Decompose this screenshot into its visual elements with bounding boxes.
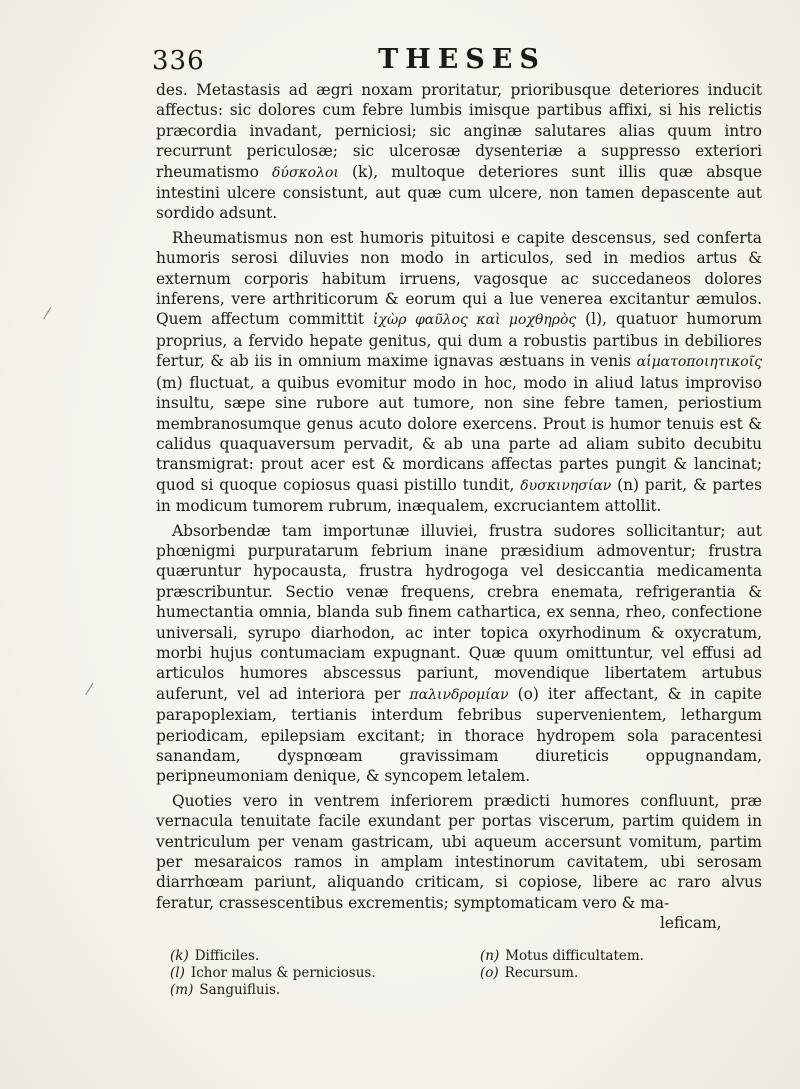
- footnote: [170, 965, 450, 982]
- paragraph-p4: [156, 791, 762, 913]
- catchword-tail: leficam,: [660, 914, 722, 932]
- footnote: [170, 948, 450, 965]
- footnote-mark: (k): [170, 948, 189, 964]
- body-text: [156, 80, 762, 913]
- paragraph-text: (k), multoque deteriores sunt illis quæ absque intestini ulcere consistunt, aut quæ cum ulcere, non tamen depascente aut sordido adsunt.: [156, 162, 762, 223]
- footnote-text: Recursum.: [504, 965, 579, 981]
- page-number: 336: [152, 46, 205, 76]
- footnote: [480, 948, 730, 965]
- greek-term: δυσκινησίαν: [520, 477, 612, 494]
- paragraph-text: (o) iter affectant, & in capite parapoplexiam, tertianis interdum febribus supervenientem, lethargum periodicam, epilepsiam excitant; in thorace hydropem sola paracentesi sanandam, dyspnœam gravissimam diureticis oppugnandam, peripneumoniam denique, & syncopem letalem.: [156, 684, 763, 786]
- paragraph-p1: [156, 80, 762, 224]
- paragraph-text: (n) parit, & partes in modicum tumorem rubrum, inæqualem, excruciantem attollit.: [156, 475, 762, 516]
- footnote-mark: (m): [170, 982, 194, 998]
- paragraph-text: (m) fluctuat, a quibus evomitur modo in hoc, modo in aliud latus improviso insultu, sæpe sine rubore aut tumore, non sine febre tamen, periostium membranosumque genus acuto dolore exercens. Prout is humor tenuis est & calidus quaquaversum pervadit, & ab una parte ad aliam subito decubitu transmigrat: prout acer est & mordicans affectas partes pungit & lancinat; quod si quoque copiosus quasi pistillo tundit,: [156, 373, 762, 494]
- footnote-text: Motus difficultatem.: [505, 948, 644, 964]
- paragraph-text: des. Metastasis ad ægri noxam proritatur, prioribusque deteriores inducit affectus: sic dolores cum febre lumbis imisque partibus affixi, si his relictis præcordia invadant, perniciosi; sic anginæ salutares alias quum intro recurrunt periculosæ; sic ulcerosæ dysenteriæ a suppresso exteriori rheumatismo: [156, 81, 762, 181]
- footnote-text: Sanguifluis.: [199, 982, 281, 998]
- greek-term: ἰχὼρ φαῦλος καὶ μοχθηρὸς: [372, 312, 577, 329]
- footnote-mark: (o): [480, 965, 499, 981]
- running-head: [152, 40, 752, 80]
- paragraph-text: (l), quatuor humorum proprius, a fervido hepate genitus, qui dum a robustis partibus in debiliores fertur, & ab iis in omnium maxime ignavas æstuans in venis: [156, 310, 762, 371]
- footnote-mark: (l): [170, 965, 185, 981]
- footnotes-right-column: [480, 948, 730, 982]
- paragraph-text: Rheumatismus non est humoris pituitosi e capite descensus, sed conferta humoris serosi diluvies non modo in articulos, sed in medios artus & externum corporis habitum irruens, vagosque ac succedaneos dolores inferens, vere arthriticorum & eorum qui a lue venerea excitantur æmulos. Quem affectum committit: [156, 228, 762, 329]
- margin-tick: ⁄: [88, 680, 91, 699]
- footnote-text: Ichor malus & perniciosus.: [190, 965, 376, 981]
- footnote-mark: (n): [480, 948, 500, 964]
- greek-term: δύσκολοι: [272, 164, 339, 181]
- paragraph-p2: [156, 228, 762, 517]
- running-title: THESES: [378, 44, 546, 75]
- greek-term: παλινδρομίαν: [409, 686, 509, 703]
- footnotes-left-column: [170, 948, 450, 999]
- footnote: [480, 965, 730, 982]
- footnote: [170, 982, 450, 999]
- greek-term: αἱματοποιητικοῖς: [636, 354, 762, 371]
- paragraph-text: Absorbendæ tam importunæ illuviei, frustra sudores sollicitantur; aut phœnigmi purpuratarum febrium inane præsidium admoventur; frustra quæruntur hypocausta, frustra hydrogoga vel desiccantia medicamenta præscribuntur. Sectio venæ frequens, crebra enemata, refrigerantia & humectantia omnia, blanda sub finem cathartica, ex senna, rheo, confectione universali, syrupo diarhodon, ac inter topica oxyrhodinum & oxycratum, morbi hujus contumaciam expugnant. Quæ quum omittuntur, vel effusi ad articulos humores abscessus pariunt, movendique libertatem artubus auferunt, vel ad interiora per: [156, 521, 762, 703]
- margin-tick: ⁄: [46, 304, 49, 323]
- paragraph-p3: [156, 521, 762, 787]
- paragraph-text: Quoties vero in ventrem inferiorem prædicti humores confluunt, præ vernacula tenuitate facile exundant per portas viscerum, partim quidem in ventriculum per venam gastricam, ubi aqueum accersunt vomitum, partim per mesaraicos ramos in amplam intestinorum cavitatem, ubi serosam diarrhœam pariunt, aliquando criticam, si copiose, libere ac raro alvus feratur, crassescentibus excrementis; symptomaticam vero & ma-: [156, 791, 762, 912]
- footnote-text: Difficiles.: [194, 948, 260, 964]
